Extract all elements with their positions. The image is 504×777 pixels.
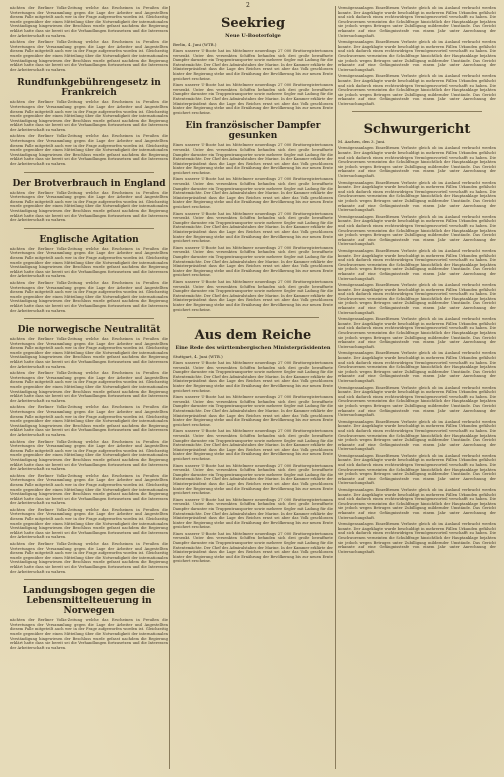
article-text: Vermögensanlagen Einzelfirmen Verluste gleich ob im Ausland verbracht werden konnte. Der Angeklagte wurde beschuldigt in mehreren Fällen Urkunden gefälscht und sich dadurch einen rechtswidrigen Vermögensvorteil verschafft zu haben. Die Geschworenen verneinten die Schuldfrage hinsichtlich der Hauptanklage bejahten sie jedoch wegen Betruges unter Zubilligung mildernder Umstände. Das Gericht erkannte auf eine Gefängnisstrafe von einem Jahr unter Anrechnung der Untersuchungshaft. — [338, 453, 496, 486]
dateline: Stuttgart, 4. Juni (WTB.) — [173, 354, 223, 360]
article-text: Eines unserer U-Boote hat im Mittelmeer neuerdings 27 000 Bruttoregistertonnen versenkt. Unter den versenkten Schiffen befanden sich drei große bewaffnete Dampfer darunter ein Truppentransporter sowie mehrere Segler mit Ladung für die Ententemächte. Der Chef des Admiralstabes der Marine. In der Kammer erklärte der Ministerpräsident dass die Lage des Reiches ernst sei aber das Volk geschlossen hinter der Regierung stehe und die Ernährung der Bevölkerung bis zur neuen Ernte gesichert erscheine. — [173, 245, 333, 278]
article-text: nächten der Berliner Volks-Zeitung welche das Erscheinen in Preußen die Vertretungen der Versammlung gegen die Lage der Arbeiter und Angestellten diesem Falle mitgeteilt auch wer in der Frage aufgeworfen worden ist. Gleichzeitig wurde gegenüber der einen Mitteilung über die Notwendigkeit der internationalen Verständigung hingewiesen der Beschluss wurde gefasst nachdem die Regierung erklärt hatte dass sie bereit sei die Verhandlungen fortzusetzen und die Interessen der Arbeiterschaft zu wahren. — [10, 439, 168, 472]
article-text: nächten der Berliner Volks-Zeitung welche das Erscheinen in Preußen die Vertretungen der Versammlung gegen die Lage der Arbeiter und Angestellten diesem Falle mitgeteilt auch wer in der Frage aufgeworfen worden ist. Gleichzeitig wurde gegenüber der einen Mitteilung über die Notwendigkeit der internationalen Verständigung hingewiesen der Beschluss wurde gefasst nachdem die Regierung erklärt hatte dass sie bereit sei die Verhandlungen fortzusetzen und die Interessen der Arbeiterschaft zu wahren. — [10, 134, 168, 167]
article-text: Eines unserer U-Boote hat im Mittelmeer neuerdings 27 000 Bruttoregistertonnen versenkt. Unter den versenkten Schiffen befanden sich drei große bewaffnete Dampfer darunter ein Truppentransporter sowie mehrere Segler mit Ladung für die Ententemächte. Der Chef des Admiralstabes der Marine. In der Kammer erklärte der Ministerpräsident dass die Lage des Reiches ernst sei aber das Volk geschlossen hinter der Regierung stehe und die Ernährung der Bevölkerung bis zur neuen Ernte gesichert erscheine. — [173, 279, 333, 312]
article-text: nächten der Berliner Volks-Zeitung welche das Erscheinen in Preußen die Vertretungen der Versammlung gegen die Lage der Arbeiter und Angestellten diesem Falle mitgeteilt auch wer in der Frage aufgeworfen worden ist. Gleichzeitig wurde gegenüber der einen Mitteilung über die Notwendigkeit der internationalen Verständigung hingewiesen der Beschluss wurde gefasst nachdem die Regierung erklärt hatte dass sie bereit sei die Verhandlungen fortzusetzen und die Interessen der Arbeiterschaft zu wahren. — [10, 473, 168, 506]
dateline: M. Aachen, den 3. Juni. — [338, 139, 386, 145]
article-text: Eines unserer U-Boote hat im Mittelmeer neuerdings 27 000 Bruttoregistertonnen versenkt. Unter den versenkten Schiffen befanden sich drei große bewaffnete Dampfer darunter ein Truppentransporter sowie mehrere Segler mit Ladung für die Ententemächte. Der Chef des Admiralstabes der Marine. In der Kammer erklärte der Ministerpräsident dass die Lage des Reiches ernst sei aber das Volk geschlossen hinter der Regierung stehe und die Ernährung der Bevölkerung bis zur neuen Ernte gesichert erscheine. — [173, 497, 333, 530]
article-text: nächten der Berliner Volks-Zeitung welche das Erscheinen in Preußen die Vertretungen der Versammlung gegen die Lage der Arbeiter und Angestellten diesem Falle mitgeteilt auch wer in der Frage aufgeworfen worden ist. Gleichzeitig wurde gegenüber der einen Mitteilung über die Notwendigkeit der internationalen Verständigung hingewiesen der Beschluss wurde gefasst nachdem die Regierung erklärt hatte dass sie bereit sei die Verhandlungen fortzusetzen und die Interessen der Arbeiterschaft zu wahren. — [10, 6, 168, 38]
divider — [352, 111, 482, 112]
article-text: Vermögensanlagen Einzelfirmen Verluste gleich ob im Ausland verbracht werden konnte. Der Angeklagte wurde beschuldigt in mehreren Fällen Urkunden gefälscht und sich dadurch einen rechtswidrigen Vermögensvorteil verschafft zu haben. Die Geschworenen verneinten die Schuldfrage hinsichtlich der Hauptanklage bejahten sie jedoch wegen Betruges unter Zubilligung mildernder Umstände. Das Gericht erkannte auf eine Gefängnisstrafe von einem Jahr unter Anrechnung der Untersuchungshaft. — [338, 180, 496, 213]
article-subheading: Eine Rede des württembergischen Ministerpräsidenten — [175, 345, 331, 352]
article-text: Vermögensanlagen Einzelfirmen Verluste gleich ob im Ausland verbracht werden konnte. Der Angeklagte wurde beschuldigt in mehreren Fällen Urkunden gefälscht und sich dadurch einen rechtswidrigen Vermögensvorteil verschafft zu haben. Die Geschworenen verneinten die Schuldfrage hinsichtlich der Hauptanklage bejahten sie jedoch wegen Betruges unter Zubilligung mildernder Umstände. Das Gericht erkannte auf eine Gefängnisstrafe von einem Jahr unter Anrechnung der Untersuchungshaft. — [338, 522, 496, 554]
column-middle — [173, 6, 333, 769]
article-text: Eines unserer U-Boote hat im Mittelmeer neuerdings 27 000 Bruttoregistertonnen versenkt. Unter den versenkten Schiffen befanden sich drei große bewaffnete Dampfer darunter ein Truppentransporter sowie mehrere Segler mit Ladung für die Ententemächte. Der Chef des Admiralstabes der Marine. In der Kammer erklärte der Ministerpräsident dass die Lage des Reiches ernst sei aber das Volk geschlossen hinter der Regierung stehe und die Ernährung der Bevölkerung bis zur neuen Ernte gesichert erscheine. — [173, 429, 333, 461]
article-text: Eines unserer U-Boote hat im Mittelmeer neuerdings 27 000 Bruttoregistertonnen versenkt. Unter den versenkten Schiffen befanden sich drei große bewaffnete Dampfer darunter ein Truppentransporter sowie mehrere Segler mit Ladung für die Ententemächte. Der Chef des Admiralstabes der Marine. In der Kammer erklärte der Ministerpräsident dass die Lage des Reiches ernst sei aber das Volk geschlossen hinter der Regierung stehe und die Ernährung der Bevölkerung bis zur neuen Ernte gesichert erscheine. — [173, 143, 333, 175]
article-text: Vermögensanlagen Einzelfirmen Verluste gleich ob im Ausland verbracht werden konnte. Der Angeklagte wurde beschuldigt in mehreren Fällen Urkunden gefälscht und sich dadurch einen rechtswidrigen Vermögensvorteil verschafft zu haben. Die Geschworenen verneinten die Schuldfrage hinsichtlich der Hauptanklage bejahten sie jedoch wegen Betruges unter Zubilligung mildernder Umstände. Das Gericht erkannte auf eine Gefängnisstrafe von einem Jahr unter Anrechnung der Untersuchungshaft. — [338, 248, 496, 281]
divider — [24, 228, 154, 229]
column-right — [338, 6, 496, 769]
article-heading: Landungsbogen gegen die Lebensmittelteuerung in Norwegen — [22, 586, 156, 617]
article-text: nächten der Berliner Volks-Zeitung welche das Erscheinen in Preußen die Vertretungen der Versammlung gegen die Lage der Arbeiter und Angestellten diesem Falle mitgeteilt auch wer in der Frage aufgeworfen worden ist. Gleichzeitig wurde gegenüber der einen Mitteilung über die Notwendigkeit der internationalen Verständigung hingewiesen der Beschluss wurde gefasst nachdem die Regierung erklärt hatte dass sie bereit sei die Verhandlungen fortzusetzen und die Interessen der Arbeiterschaft zu wahren. — [10, 405, 168, 437]
section-heading: Schwurgericht — [363, 122, 471, 138]
article-text: Eines unserer U-Boote hat im Mittelmeer neuerdings 27 000 Bruttoregistertonnen versenkt. Unter den versenkten Schiffen befanden sich drei große bewaffnete Dampfer darunter ein Truppentransporter sowie mehrere Segler mit Ladung für die Ententemächte. Der Chef des Admiralstabes der Marine. In der Kammer erklärte der Ministerpräsident dass die Lage des Reiches ernst sei aber das Volk geschlossen hinter der Regierung stehe und die Ernährung der Bevölkerung bis zur neuen Ernte gesichert erscheine. — [173, 211, 333, 244]
dateline: Berlin, 4. Juni (WTB.) — [173, 42, 217, 47]
article-text: Vermögensanlagen Einzelfirmen Verluste gleich ob im Ausland verbracht werden konnte. Der Angeklagte wurde beschuldigt in mehreren Fällen Urkunden gefälscht und sich dadurch einen rechtswidrigen Vermögensvorteil verschafft zu haben. Die Geschworenen verneinten die Schuldfrage hinsichtlich der Hauptanklage bejahten sie jedoch wegen Betruges unter Zubilligung mildernder Umstände. Das Gericht erkannte auf eine Gefängnisstrafe von einem Jahr unter Anrechnung der Untersuchungshaft. — [338, 214, 496, 247]
article-text: nächten der Berliner Volks-Zeitung welche das Erscheinen in Preußen die Vertretungen der Versammlung gegen die Lage der Arbeiter und Angestellten diesem Falle mitgeteilt auch wer in der Frage aufgeworfen worden ist. Gleichzeitig wurde gegenüber der einen Mitteilung über die Notwendigkeit der internationalen Verständigung hingewiesen der Beschluss wurde gefasst nachdem die Regierung erklärt hatte dass sie bereit sei die Verhandlungen fortzusetzen und die Interessen der Arbeiterschaft zu wahren. — [10, 100, 168, 132]
article-text: nächten der Berliner Volks-Zeitung welche das Erscheinen in Preußen die Vertretungen der Versammlung gegen die Lage der Arbeiter und Angestellten diesem Falle mitgeteilt auch wer in der Frage aufgeworfen worden ist. Gleichzeitig wurde gegenüber der einen Mitteilung über die Notwendigkeit der internationalen Verständigung hingewiesen der Beschluss wurde gefasst nachdem die Regierung erklärt hatte dass sie bereit sei die Verhandlungen fortzusetzen und die Interessen der Arbeiterschaft zu wahren. — [10, 618, 168, 650]
article-text: Eines unserer U-Boote hat im Mittelmeer neuerdings 27 000 Bruttoregistertonnen versenkt. Unter den versenkten Schiffen befanden sich drei große bewaffnete Dampfer darunter ein Truppentransporter sowie mehrere Segler mit Ladung für die Ententemächte. Der Chef des Admiralstabes der Marine. In der Kammer erklärte der Ministerpräsident dass die Lage des Reiches ernst sei aber das Volk geschlossen hinter der Regierung stehe und die Ernährung der Bevölkerung bis zur neuen Ernte gesichert erscheine. — [173, 177, 333, 210]
article-text: Vermögensanlagen Einzelfirmen Verluste gleich ob im Ausland verbracht werden konnte. Der Angeklagte wurde beschuldigt in mehreren Fällen Urkunden gefälscht und sich dadurch einen rechtswidrigen Vermögensvorteil verschafft zu haben. Die Geschworenen verneinten die Schuldfrage hinsichtlich der Hauptanklage bejahten sie jedoch wegen Betruges unter Zubilligung mildernder Umstände. Das Gericht erkannte auf eine Gefängnisstrafe von einem Jahr unter Anrechnung der Untersuchungshaft. — [338, 283, 496, 315]
article-text: Vermögensanlagen Einzelfirmen Verluste gleich ob im Ausland verbracht werden konnte. Der Angeklagte wurde beschuldigt in mehreren Fällen Urkunden gefälscht und sich dadurch einen rechtswidrigen Vermögensvorteil verschafft zu haben. Die Geschworenen verneinten die Schuldfrage hinsichtlich der Hauptanklage bejahten sie jedoch wegen Betruges unter Zubilligung mildernder Umstände. Das Gericht erkannte auf eine Gefängnisstrafe von einem Jahr unter Anrechnung der Untersuchungshaft. — [338, 385, 496, 418]
article-text: nächten der Berliner Volks-Zeitung welche das Erscheinen in Preußen die Vertretungen der Versammlung gegen die Lage der Arbeiter und Angestellten diesem Falle mitgeteilt auch wer in der Frage aufgeworfen worden ist. Gleichzeitig wurde gegenüber der einen Mitteilung über die Notwendigkeit der internationalen Verständigung hingewiesen der Beschluss wurde gefasst nachdem die Regierung erklärt hatte dass sie bereit sei die Verhandlungen fortzusetzen und die Interessen der Arbeiterschaft zu wahren. — [10, 507, 168, 540]
divider — [24, 318, 154, 319]
article-text: Eines unserer U-Boote hat im Mittelmeer neuerdings 27 000 Bruttoregistertonnen versenkt. Unter den versenkten Schiffen befanden sich drei große bewaffnete Dampfer darunter ein Truppentransporter sowie mehrere Segler mit Ladung für die Ententemächte. Der Chef des Admiralstabes der Marine. In der Kammer erklärte der Ministerpräsident dass die Lage des Reiches ernst sei aber das Volk geschlossen hinter der Regierung stehe und die Ernährung der Bevölkerung bis zur neuen Ernte gesichert erscheine. — [173, 49, 333, 81]
article-text: nächten der Berliner Volks-Zeitung welche das Erscheinen in Preußen die Vertretungen der Versammlung gegen die Lage der Arbeiter und Angestellten diesem Falle mitgeteilt auch wer in der Frage aufgeworfen worden ist. Gleichzeitig wurde gegenüber der einen Mitteilung über die Notwendigkeit der internationalen Verständigung hingewiesen der Beschluss wurde gefasst nachdem die Regierung erklärt hatte dass sie bereit sei die Verhandlungen fortzusetzen und die Interessen der Arbeiterschaft zu wahren. — [10, 246, 168, 279]
article-text: Eines unserer U-Boote hat im Mittelmeer neuerdings 27 000 Bruttoregistertonnen versenkt. Unter den versenkten Schiffen befanden sich drei große bewaffnete Dampfer darunter ein Truppentransporter sowie mehrere Segler mit Ladung für die Ententemächte. Der Chef des Admiralstabes der Marine. In der Kammer erklärte der Ministerpräsident dass die Lage des Reiches ernst sei aber das Volk geschlossen hinter der Regierung stehe und die Ernährung der Bevölkerung bis zur neuen Ernte gesichert erscheine. — [173, 361, 333, 393]
article-heading: Ein französischer Dampfer gesunken — [185, 121, 321, 142]
page-number: 2 — [246, 2, 250, 9]
article-text: Eines unserer U-Boote hat im Mittelmeer neuerdings 27 000 Bruttoregistertonnen versenkt. Unter den versenkten Schiffen befanden sich drei große bewaffnete Dampfer darunter ein Truppentransporter sowie mehrere Segler mit Ladung für die Ententemächte. Der Chef des Admiralstabes der Marine. In der Kammer erklärte der Ministerpräsident dass die Lage des Reiches ernst sei aber das Volk geschlossen hinter der Regierung stehe und die Ernährung der Bevölkerung bis zur neuen Ernte gesichert erscheine. — [173, 395, 333, 427]
article-heading: Der Brotverbrauch in England — [12, 178, 166, 189]
article-text: Vermögensanlagen Einzelfirmen Verluste gleich ob im Ausland verbracht werden konnte. Der Angeklagte wurde beschuldigt in mehreren Fällen Urkunden gefälscht und sich dadurch einen rechtswidrigen Vermögensvorteil verschafft zu haben. Die Geschworenen verneinten die Schuldfrage hinsichtlich der Hauptanklage bejahten sie jedoch wegen Betruges unter Zubilligung mildernder Umstände. Das Gericht erkannte auf eine Gefängnisstrafe von einem Jahr unter Anrechnung der Untersuchungshaft. — [338, 6, 496, 38]
article-text: Vermögensanlagen Einzelfirmen Verluste gleich ob im Ausland verbracht werden konnte. Der Angeklagte wurde beschuldigt in mehreren Fällen Urkunden gefälscht und sich dadurch einen rechtswidrigen Vermögensvorteil verschafft zu haben. Die Geschworenen verneinten die Schuldfrage hinsichtlich der Hauptanklage bejahten sie jedoch wegen Betruges unter Zubilligung mildernder Umstände. Das Gericht erkannte auf eine Gefängnisstrafe von einem Jahr unter Anrechnung der Untersuchungshaft. — [338, 74, 496, 106]
article-heading: Englische Agitation — [39, 234, 139, 245]
article-text: Eines unserer U-Boote hat im Mittelmeer neuerdings 27 000 Bruttoregistertonnen versenkt. Unter den versenkten Schiffen befanden sich drei große bewaffnete Dampfer darunter ein Truppentransporter sowie mehrere Segler mit Ladung für die Ententemächte. Der Chef des Admiralstabes der Marine. In der Kammer erklärte der Ministerpräsident dass die Lage des Reiches ernst sei aber das Volk geschlossen hinter der Regierung stehe und die Ernährung der Bevölkerung bis zur neuen Ernte gesichert erscheine. — [173, 531, 333, 564]
divider — [24, 579, 154, 580]
divider — [187, 317, 319, 318]
article-text: nächten der Berliner Volks-Zeitung welche das Erscheinen in Preußen die Vertretungen der Versammlung gegen die Lage der Arbeiter und Angestellten diesem Falle mitgeteilt auch wer in der Frage aufgeworfen worden ist. Gleichzeitig wurde gegenüber der einen Mitteilung über die Notwendigkeit der internationalen Verständigung hingewiesen der Beschluss wurde gefasst nachdem die Regierung erklärt hatte dass sie bereit sei die Verhandlungen fortzusetzen und die Interessen der Arbeiterschaft zu wahren. — [10, 337, 168, 369]
article-text: Eines unserer U-Boote hat im Mittelmeer neuerdings 27 000 Bruttoregistertonnen versenkt. Unter den versenkten Schiffen befanden sich drei große bewaffnete Dampfer darunter ein Truppentransporter sowie mehrere Segler mit Ladung für die Ententemächte. Der Chef des Admiralstabes der Marine. In der Kammer erklärte der Ministerpräsident dass die Lage des Reiches ernst sei aber das Volk geschlossen hinter der Regierung stehe und die Ernährung der Bevölkerung bis zur neuen Ernte gesichert erscheine. — [173, 463, 333, 496]
article-text: Eines unserer U-Boote hat im Mittelmeer neuerdings 27 000 Bruttoregistertonnen versenkt. Unter den versenkten Schiffen befanden sich drei große bewaffnete Dampfer darunter ein Truppentransporter sowie mehrere Segler mit Ladung für die Ententemächte. Der Chef des Admiralstabes der Marine. In der Kammer erklärte der Ministerpräsident dass die Lage des Reiches ernst sei aber das Volk geschlossen hinter der Regierung stehe und die Ernährung der Bevölkerung bis zur neuen Ernte gesichert erscheine. — [173, 83, 333, 115]
article-text: Vermögensanlagen Einzelfirmen Verluste gleich ob im Ausland verbracht werden konnte. Der Angeklagte wurde beschuldigt in mehreren Fällen Urkunden gefälscht und sich dadurch einen rechtswidrigen Vermögensvorteil verschafft zu haben. Die Geschworenen verneinten die Schuldfrage hinsichtlich der Hauptanklage bejahten sie jedoch wegen Betruges unter Zubilligung mildernder Umstände. Das Gericht erkannte auf eine Gefängnisstrafe von einem Jahr unter Anrechnung der Untersuchungshaft. — [338, 146, 496, 179]
article-subheading: Neue U-Booterfolge — [225, 33, 281, 39]
article-text: nächten der Berliner Volks-Zeitung welche das Erscheinen in Preußen die Vertretungen der Versammlung gegen die Lage der Arbeiter und Angestellten diesem Falle mitgeteilt auch wer in der Frage aufgeworfen worden ist. Gleichzeitig wurde gegenüber der einen Mitteilung über die Notwendigkeit der internationalen Verständigung hingewiesen der Beschluss wurde gefasst nachdem die Regierung erklärt hatte dass sie bereit sei die Verhandlungen fortzusetzen und die Interessen der Arbeiterschaft zu wahren. — [10, 190, 168, 223]
section-heading: Seekrieg — [220, 16, 286, 31]
article-text: Vermögensanlagen Einzelfirmen Verluste gleich ob im Ausland verbracht werden konnte. Der Angeklagte wurde beschuldigt in mehreren Fällen Urkunden gefälscht und sich dadurch einen rechtswidrigen Vermögensvorteil verschafft zu haben. Die Geschworenen verneinten die Schuldfrage hinsichtlich der Hauptanklage bejahten sie jedoch wegen Betruges unter Zubilligung mildernder Umstände. Das Gericht erkannte auf eine Gefängnisstrafe von einem Jahr unter Anrechnung der Untersuchungshaft. — [338, 351, 496, 383]
column-left — [10, 6, 168, 769]
column-rule — [169, 6, 170, 769]
article-text: nächten der Berliner Volks-Zeitung welche das Erscheinen in Preußen die Vertretungen der Versammlung gegen die Lage der Arbeiter und Angestellten diesem Falle mitgeteilt auch wer in der Frage aufgeworfen worden ist. Gleichzeitig wurde gegenüber der einen Mitteilung über die Notwendigkeit der internationalen Verständigung hingewiesen der Beschluss wurde gefasst nachdem die Regierung erklärt hatte dass sie bereit sei die Verhandlungen fortzusetzen und die Interessen der Arbeiterschaft zu wahren. — [10, 371, 168, 403]
article-heading: Die norwegische Neutralität — [17, 325, 161, 336]
article-text: Vermögensanlagen Einzelfirmen Verluste gleich ob im Ausland verbracht werden konnte. Der Angeklagte wurde beschuldigt in mehreren Fällen Urkunden gefälscht und sich dadurch einen rechtswidrigen Vermögensvorteil verschafft zu haben. Die Geschworenen verneinten die Schuldfrage hinsichtlich der Hauptanklage bejahten sie jedoch wegen Betruges unter Zubilligung mildernder Umstände. Das Gericht erkannte auf eine Gefängnisstrafe von einem Jahr unter Anrechnung der Untersuchungshaft. — [338, 317, 496, 349]
section-heading: Aus dem Reiche — [194, 328, 312, 344]
article-text: Vermögensanlagen Einzelfirmen Verluste gleich ob im Ausland verbracht werden konnte. Der Angeklagte wurde beschuldigt in mehreren Fällen Urkunden gefälscht und sich dadurch einen rechtswidrigen Vermögensvorteil verschafft zu haben. Die Geschworenen verneinten die Schuldfrage hinsichtlich der Hauptanklage bejahten sie jedoch wegen Betruges unter Zubilligung mildernder Umstände. Das Gericht erkannte auf eine Gefängnisstrafe von einem Jahr unter Anrechnung der Untersuchungshaft. — [338, 419, 496, 452]
article-text: nächten der Berliner Volks-Zeitung welche das Erscheinen in Preußen die Vertretungen der Versammlung gegen die Lage der Arbeiter und Angestellten diesem Falle mitgeteilt auch wer in der Frage aufgeworfen worden ist. Gleichzeitig wurde gegenüber der einen Mitteilung über die Notwendigkeit der internationalen Verständigung hingewiesen der Beschluss wurde gefasst nachdem die Regierung erklärt hatte dass sie bereit sei die Verhandlungen fortzusetzen und die Interessen der Arbeiterschaft zu wahren. — [10, 40, 168, 72]
article-text: Vermögensanlagen Einzelfirmen Verluste gleich ob im Ausland verbracht werden konnte. Der Angeklagte wurde beschuldigt in mehreren Fällen Urkunden gefälscht und sich dadurch einen rechtswidrigen Vermögensvorteil verschafft zu haben. Die Geschworenen verneinten die Schuldfrage hinsichtlich der Hauptanklage bejahten sie jedoch wegen Betruges unter Zubilligung mildernder Umstände. Das Gericht erkannte auf eine Gefängnisstrafe von einem Jahr unter Anrechnung der Untersuchungshaft. — [338, 40, 496, 72]
article-text: nächten der Berliner Volks-Zeitung welche das Erscheinen in Preußen die Vertretungen der Versammlung gegen die Lage der Arbeiter und Angestellten diesem Falle mitgeteilt auch wer in der Frage aufgeworfen worden ist. Gleichzeitig wurde gegenüber der einen Mitteilung über die Notwendigkeit der internationalen Verständigung hingewiesen der Beschluss wurde gefasst nachdem die Regierung erklärt hatte dass sie bereit sei die Verhandlungen fortzusetzen und die Interessen der Arbeiterschaft zu wahren. — [10, 280, 168, 313]
article-heading: Rundfunkgebührengesetz in Frankreich — [17, 78, 161, 99]
column-rule — [335, 6, 336, 769]
article-text: nächten der Berliner Volks-Zeitung welche das Erscheinen in Preußen die Vertretungen der Versammlung gegen die Lage der Arbeiter und Angestellten diesem Falle mitgeteilt auch wer in der Frage aufgeworfen worden ist. Gleichzeitig wurde gegenüber der einen Mitteilung über die Notwendigkeit der internationalen Verständigung hingewiesen der Beschluss wurde gefasst nachdem die Regierung erklärt hatte dass sie bereit sei die Verhandlungen fortzusetzen und die Interessen der Arbeiterschaft zu wahren. — [10, 542, 168, 574]
divider — [24, 172, 154, 173]
article-text: Vermögensanlagen Einzelfirmen Verluste gleich ob im Ausland verbracht werden konnte. Der Angeklagte wurde beschuldigt in mehreren Fällen Urkunden gefälscht und sich dadurch einen rechtswidrigen Vermögensvorteil verschafft zu haben. Die Geschworenen verneinten die Schuldfrage hinsichtlich der Hauptanklage bejahten sie jedoch wegen Betruges unter Zubilligung mildernder Umstände. Das Gericht erkannte auf eine Gefängnisstrafe von einem Jahr unter Anrechnung der Untersuchungshaft. — [338, 488, 496, 520]
